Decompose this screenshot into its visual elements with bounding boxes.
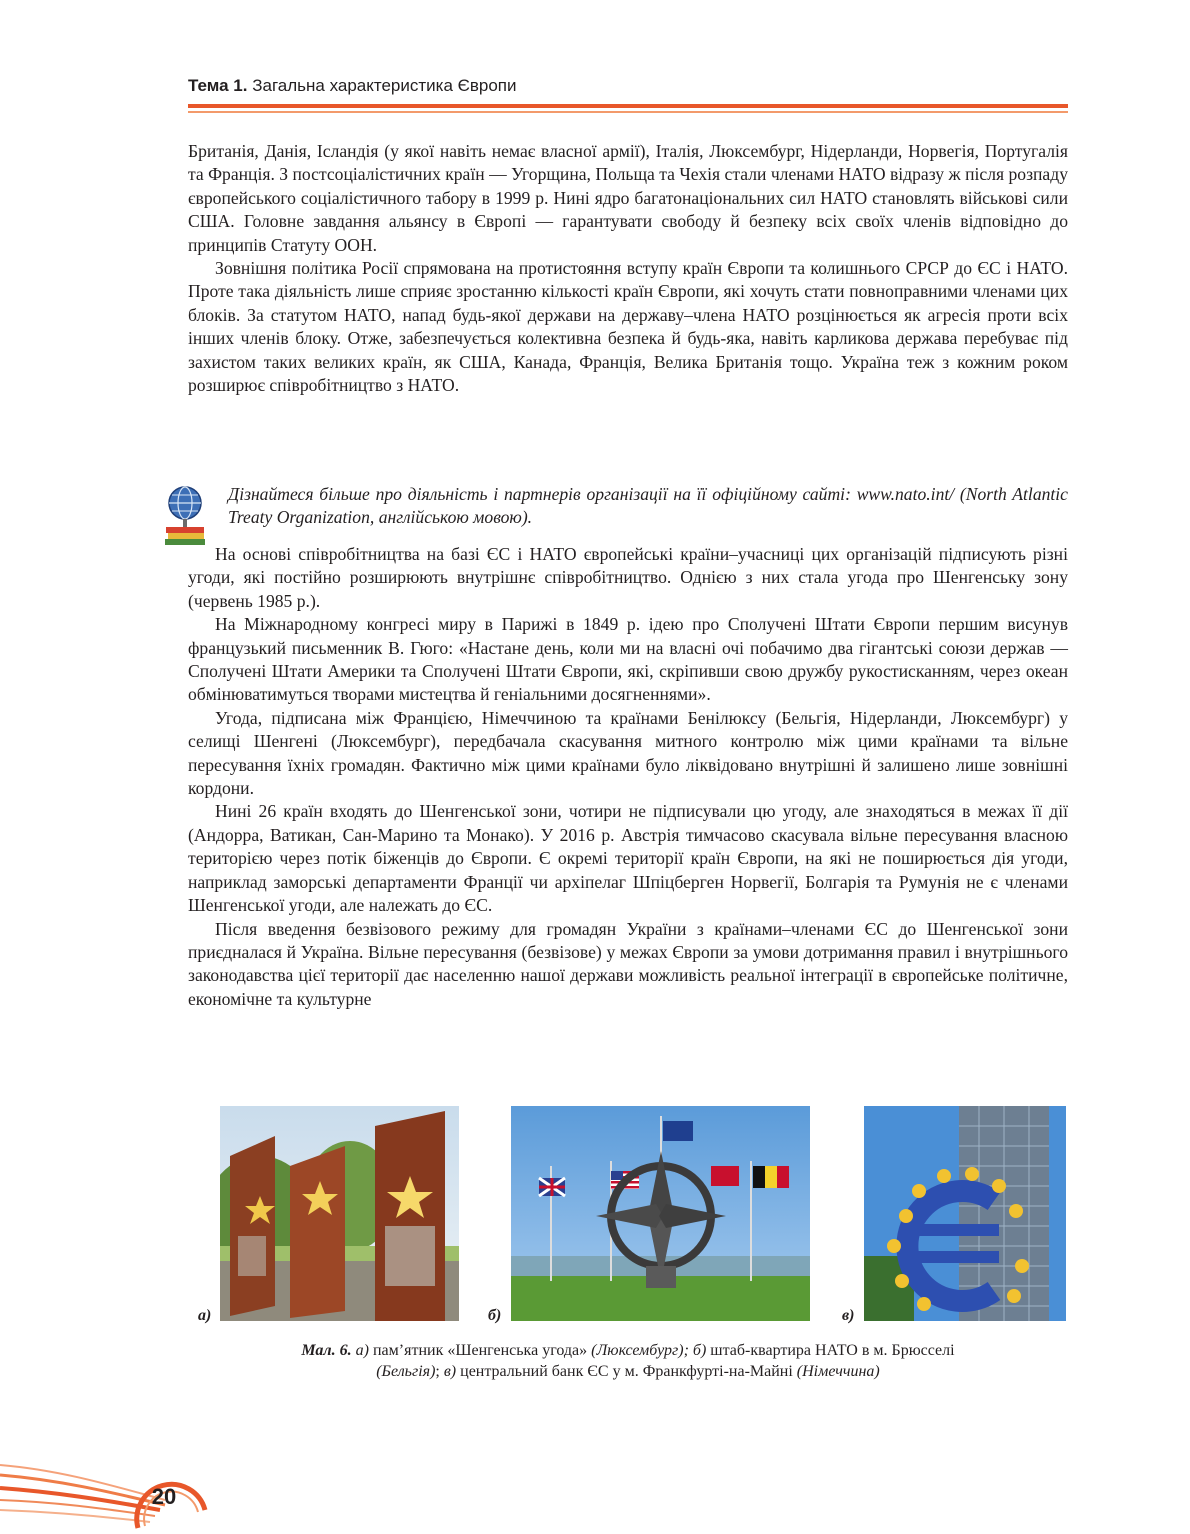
ecb-euro-sign-photo xyxy=(864,1106,1066,1321)
caption-text-a: пам’ятник «Шенгенська угода» xyxy=(372,1342,588,1359)
running-header xyxy=(188,76,1068,96)
paragraph: Зовнішня політика Росії спрямована на протистояння вступу країн Європи та колишнього СРСР до ЄС і НАТО. Проте така діяльність лише сприяє зростанню кількості країн Європи, які хочуть стати повноправними членами цих блоків. За статутом НАТО, напад будь-якої держави на державу–члена НАТО розцінюється як агресія проти всіх інших членів блоку. Отже, забезпечується колективна безпека й будь-яка, навіть карликова держава перебуває під захистом таких великих країн, як США, Канада, Франція, Велика Британія тощо. Україна теж з кожним роком розширює співробітництво з НАТО. xyxy=(188,258,1068,396)
decorative-swoosh xyxy=(0,1440,230,1530)
header-rule-thin xyxy=(188,111,1068,113)
caption-letter-c: в) xyxy=(443,1363,457,1380)
globe-books-icon xyxy=(163,482,209,548)
figure-label-a: а) xyxy=(198,1307,212,1324)
caption-place-c: (Німеччина) xyxy=(796,1363,880,1380)
caption-text-b: штаб-квартира НАТО в м. Брюсселі xyxy=(710,1342,955,1359)
body-text-top xyxy=(188,140,1068,397)
paragraph: На основі співробітництва на базі ЄС і НАТО європейські країни–учасниці цих організацій підписують різні угоди, які постійно розширюють внутрішнє співробітництво. Однією з них стала угода про Шенгенську зону (червень 1985 р.). xyxy=(188,544,1068,611)
caption-place-a: (Люксембург); xyxy=(591,1342,689,1359)
caption-letter-a: а) xyxy=(355,1342,369,1359)
nato-headquarters-photo xyxy=(511,1106,810,1321)
caption-letter-b: б) xyxy=(692,1342,707,1359)
schengen-monument-photo xyxy=(220,1106,459,1321)
paragraph: Нині 26 країн входять до Шенгенської зони, чотири не підписували цю угоду, але знаходяться в межах її дії (Андорра, Ватикан, Сан-Марино та Монако). У 2016 р. Австрія тимчасово скасувала вільне пересування власною територією через потік біженців до Європи. Є окремі території країн Європи, на які не поширюється дія угоди, наприклад заморські департаменти Франції чи архіпелаг Шпіцберген Норвегії, Болгарія та Румунія не є членами Шенгенської угоди, але належать до ЄС. xyxy=(188,801,1068,916)
paragraph: Угода, підписана між Францією, Німеччиною та країнами Бенілюксу (Бельгія, Нідерланди, Люксембург) у селищі Шенгені (Люксембург), передбачала скасування митного контролю між цими країнами та вільне пересування їхніх громадян. Фактично між цими країнами було ліквідовано внутрішні й залишено лише зовнішні кордони. xyxy=(188,707,1068,799)
figure-caption xyxy=(188,1340,1068,1382)
caption-place-b: (Бельгія) xyxy=(376,1363,436,1380)
topic-title: Загальна характеристика Європи xyxy=(252,76,517,95)
info-note: Дізнайтеся більше про діяльність і партнерів організації на її офіційному сайті: www.nato.int/ (North Atlantic Treaty Organization, англійською мовою). xyxy=(228,484,1068,528)
figure-label-c: в) xyxy=(842,1307,855,1324)
header-rule xyxy=(188,104,1068,108)
caption-separator: ; xyxy=(435,1363,440,1380)
figure-label-b: б) xyxy=(488,1307,502,1324)
caption-label: Мал. 6. xyxy=(301,1342,352,1359)
caption-text-c: центральний банк ЄС у м. Франкфурті-на-Майні xyxy=(460,1363,793,1380)
paragraph: На Міжнародному конгресі миру в Парижі в 1849 р. ідею про Сполучені Штати Європи першим висунув французький письменник В. Гюго: «Настане день, коли ми на власні очі побачимо два гігантські союзи держав — Сполучені Штати Америки та Сполучені Штати Європи, які, скріпивши свою дружбу рукостисканням, через океан обмінюватимуться творами мистецтва й геніальними досягненнями». xyxy=(188,614,1068,705)
paragraph: Британія, Данія, Ісландія (у якої навіть немає власної армії), Італія, Люксембург, Нідерланди, Норвегія, Португалія та Франція. З постсоціалістичних країн — Угорщина, Польща та Чехія стали членами НАТО відразу ж після розпаду європейського соціалістичного табору в 1999 р. Нині ядро багатонаціональних сил НАТО становлять військові сили США. Головне завдання альянсу в Європі — гарантувати свободу й безпеку всіх своїх членів відповідно до принципів Статуту ООН. xyxy=(188,141,1068,255)
page-number: 20 xyxy=(151,1484,177,1509)
paragraph: Після введення безвізового режиму для громадян України з країнами–членами ЄС до Шенгенської зони приєдналася й Україна. Вільне пересування (безвізове) у межах Європи за умови дотримання правил і внутрішнього законодавства цієї території дає населенню нашої держави можливість реальної інтеграції в європейське політичне, економічне та культурне xyxy=(188,918,1068,1009)
topic-label: Тема 1. xyxy=(188,76,248,95)
body-text-bottom xyxy=(188,543,1068,1011)
